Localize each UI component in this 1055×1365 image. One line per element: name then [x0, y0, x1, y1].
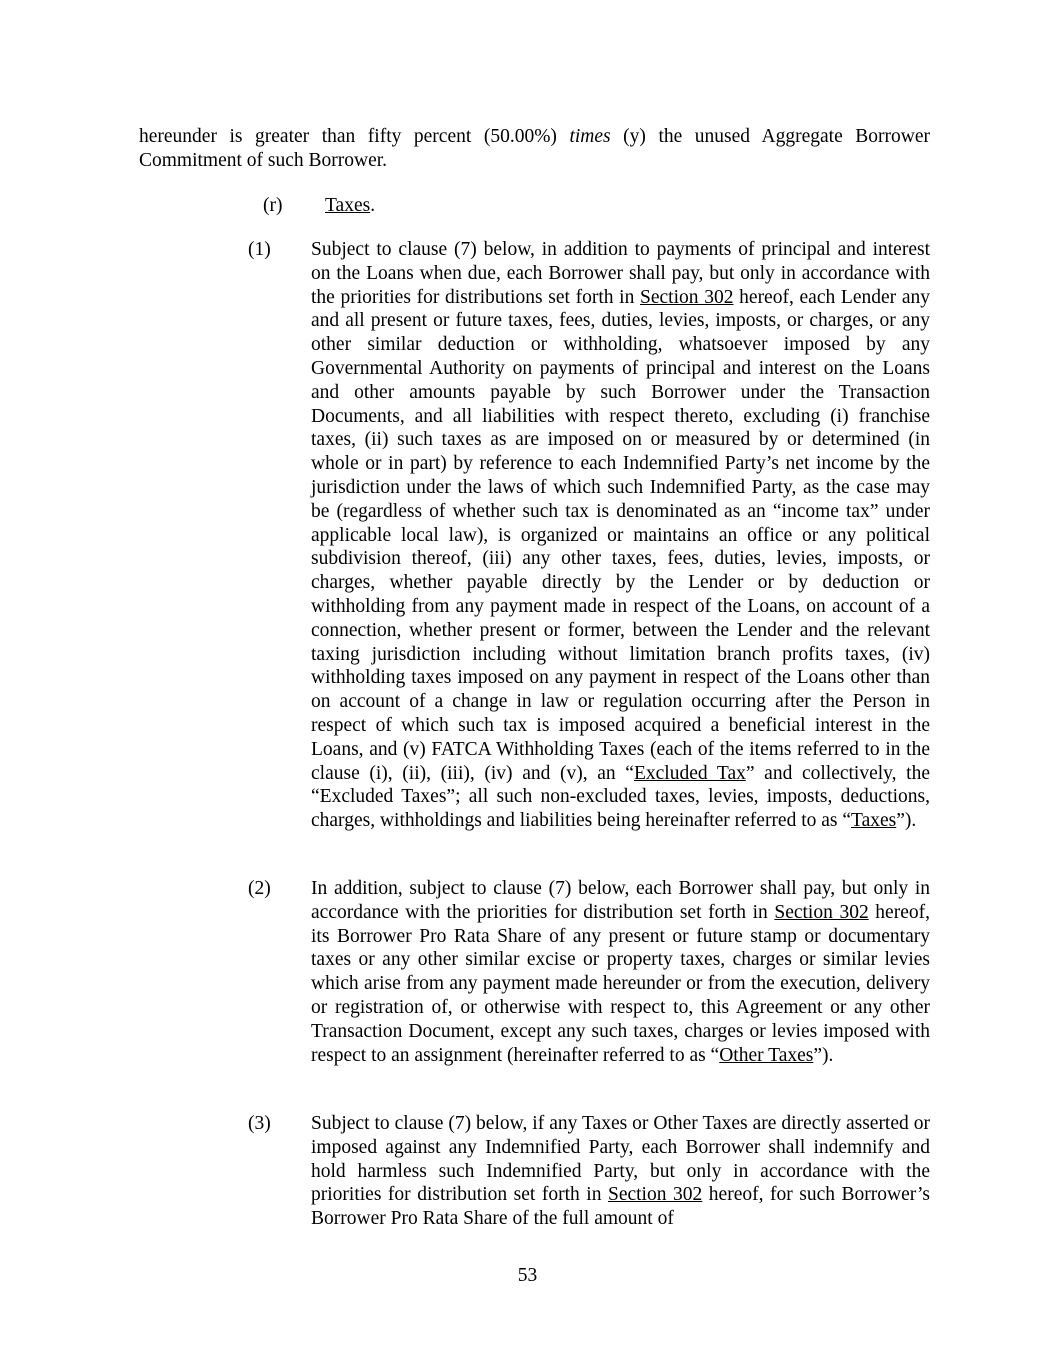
clause-3-body — [311, 1112, 930, 1231]
section-title: Taxes — [325, 195, 371, 216]
clause-2-other-taxes-term: Other Taxes — [719, 1044, 814, 1066]
clause-3-text-a: Subject to clause (7) below, if any Taxes or Other Taxes are directly asserted or imposed against any Indemnified Party, each Borrower shall indemnify and hold harmless such Indemnified Party, but only in accordance with the priorities for distribution set forth in — [311, 1113, 930, 1206]
page-number: 53 — [517, 1265, 538, 1286]
section-number: (r) — [263, 195, 283, 216]
clause-2-text-a: In addition, subject to clause (7) below, each Borrower shall pay, but only in accordance with the priorities for distribution set forth in — [311, 878, 930, 923]
clause-3-number: (3) — [248, 1113, 271, 1134]
clause-1-number: (1) — [248, 239, 271, 260]
clause-1-text-d: ”). — [896, 810, 917, 832]
intro-text-end: (y) the unused Aggregate Borrower Commitment of such Borrower. — [139, 126, 930, 171]
section-heading — [263, 194, 375, 218]
clause-2-text-c: ”). — [813, 1044, 834, 1066]
clause-1-text-c: ” and collectively, the “Excluded Taxes”; all such non-excluded taxes, levies, imposts, deductions, charges, withholdings and liabilities being hereinafter referred to as “ — [311, 762, 930, 832]
clause-2-body — [311, 877, 930, 1067]
section-title-period: . — [370, 195, 376, 216]
clause-1-excluded-tax-term: Excluded Tax — [633, 762, 746, 784]
clause-3-text-b: hereof, for such Borrower’s Borrower Pro Rata Share of the full amount of — [311, 1184, 930, 1230]
clause-1-section-ref: Section 302 — [640, 286, 734, 308]
intro-text-start: hereunder is greater than fifty percent (50.00%) — [139, 126, 570, 147]
intro-paragraph — [139, 125, 930, 173]
clause-1-text-b: hereof, each Lender any and all present or future taxes, fees, duties, levies, imposts, or charges, or any other similar deduction or withholding, whatsoever imposed by any Governmental Authority on payments of principal and interest on the Loans and other amounts payable by such Borrower under the Transaction Documents, and all liabilities with respect thereto, excluding (i) franchise taxes, (ii) such taxes as are imposed on or measured by or determined (in whole or in part) by reference to each Indemnified Party’s net income by the jurisdiction under the laws of which such Indemnified Party, as the case may be (regardless of whether such tax is denominated as an “income tax” under applicable local law), is organized or maintains an office or any political subdivision thereof, (iii) any other taxes, fees, duties, levies, imposts, or charges, whether payable directly by the Lender or by deduction or withholding from any payment made in respect of the Loans, on account of a connection, whether present or former, between the Lender and the relevant taxing jurisdiction including without limitation branch profits taxes, (iv) withholding taxes imposed on any payment in respect of the Loans other than on account of a change in law or regulation occurring after the Person in respect of which such tax is imposed acquired a beneficial interest in the Loans, and (v) FATCA Withholding Taxes (each of the items referred to in the clause (i), (ii), (iii), (iv) and (v), an “ — [311, 286, 930, 784]
clause-2-section-ref: Section 302 — [774, 901, 869, 923]
intro-times-italic: times — [569, 126, 611, 147]
clause-3-section-ref: Section 302 — [607, 1184, 703, 1206]
clause-1-text-a: Subject to clause (7) below, in addition to payments of principal and interest on the Loans when due, each Borrower shall pay, but only in accordance with the priorities for distributions set forth in — [311, 239, 930, 308]
clause-2-number: (2) — [248, 878, 271, 899]
clause-2-text-b: hereof, its Borrower Pro Rata Share of any present or future stamp or documentary taxes or any other similar excise or property taxes, charges or similar levies which arise from any payment made hereunder or from the execution, delivery or registration of, or otherwise with respect to, this Agreement or any other Transaction Document, except any such taxes, charges or levies imposed with respect to an assignment (hereinafter referred to as “ — [311, 901, 930, 1066]
clause-1-body — [311, 238, 930, 833]
clause-1-taxes-term: Taxes — [851, 810, 897, 832]
